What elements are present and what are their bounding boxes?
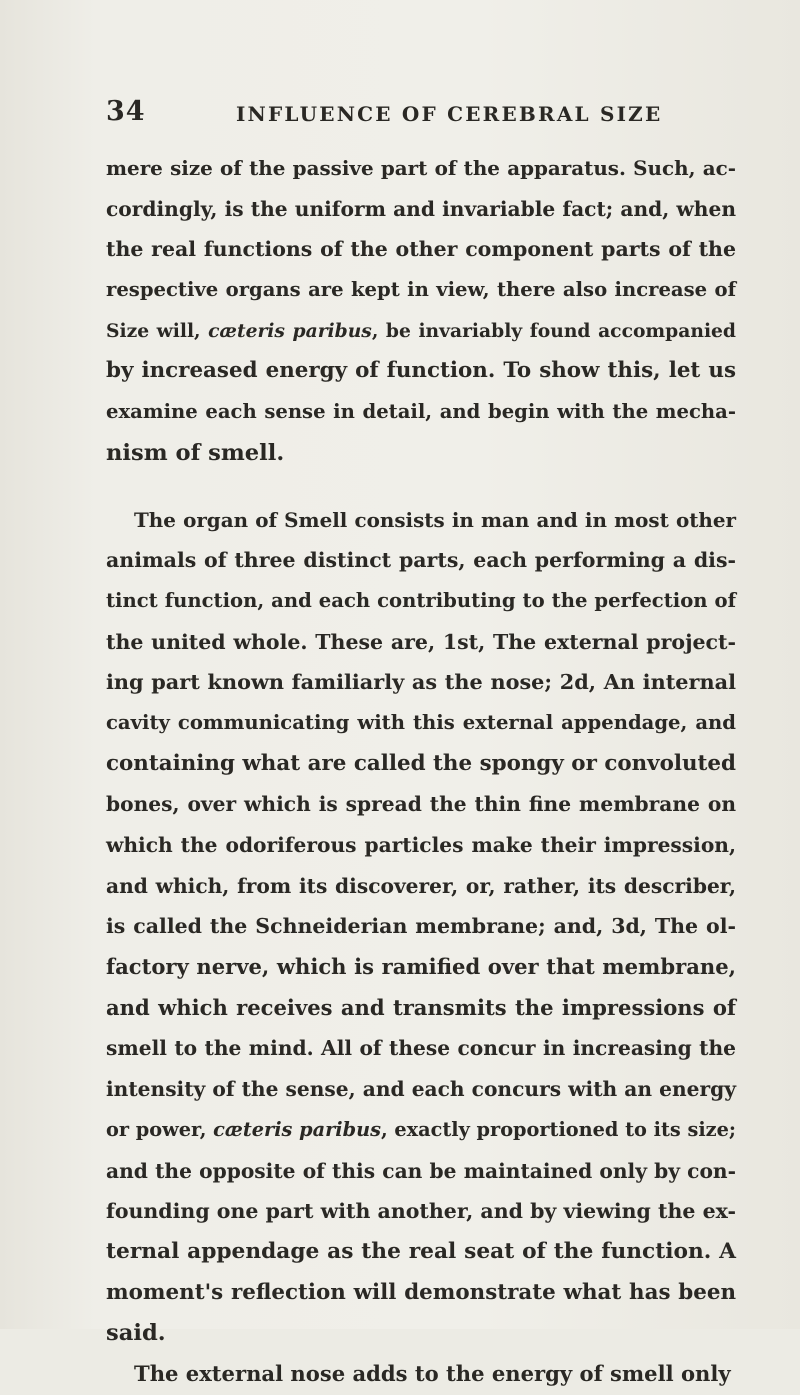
text-line: animals of three distinct parts, each performing a dis-: [106, 548, 736, 573]
text-line: founding one part with another, and by viewing the ex-: [106, 1199, 736, 1224]
text-line: containing what are called the spongy or convoluted: [106, 750, 736, 776]
text-line: respective organs are kept in view, there also increase of: [106, 278, 736, 302]
text-line: Size will, cæteris paribus, be invariably found accompanied: [106, 319, 736, 342]
text-line: the real functions of the other component parts of the: [106, 237, 736, 262]
page-header: [106, 96, 746, 140]
text-line: by increased energy of function. To show this, let us: [106, 358, 736, 384]
text-line: the united whole. These are, 1st, The external project-: [106, 629, 736, 654]
text-line: moment's reflection will demonstrate what has been: [106, 1279, 736, 1305]
text-line: is called the Schneiderian membrane; and, 3d, The ol-: [106, 914, 736, 939]
paragraph-gap: [106, 474, 736, 500]
text-line: and which receives and transmits the impressions of: [106, 994, 736, 1020]
paragraph-3: [106, 1354, 736, 1395]
text-line: nism of smell.: [106, 439, 285, 466]
text-line: or power, cæteris paribus, exactly proportioned to its size;: [106, 1117, 736, 1141]
text-line: The external nose adds to the energy of smell only: [134, 1360, 731, 1386]
text-line: intensity of the sense, and each concurs with an energy: [106, 1077, 736, 1102]
text-line: cavity communicating with this external appendage, and: [106, 710, 736, 734]
text-line: ing part known familiarly as the nose; 2d, An internal: [106, 669, 736, 695]
body-text: [106, 148, 736, 1395]
text-line: which the odoriferous particles make their impression,: [106, 833, 736, 857]
running-head: INFLUENCE OF CEREBRAL SIZE: [236, 102, 663, 126]
text-line: mere size of the passive part of the apparatus. Such, ac-: [106, 156, 736, 180]
text-line: said.: [106, 1320, 166, 1347]
paragraph-1: [106, 148, 736, 474]
text-line: cordingly, is the uniform and invariable fact; and, when: [106, 196, 736, 221]
text-line: and which, from its discoverer, or, rather, its describer,: [106, 873, 736, 898]
text-line: tinct function, and each contributing to the perfection of: [106, 588, 736, 612]
text-line: factory nerve, which is ramified over that membrane,: [106, 954, 736, 980]
text-line: examine each sense in detail, and begin with the mecha-: [106, 400, 736, 424]
text-line: and the opposite of this can be maintained only by con-: [106, 1158, 736, 1183]
page-number: 34: [106, 96, 146, 127]
text-line: smell to the mind. All of these concur in increasing the: [106, 1036, 736, 1061]
text-line: ternal appendage as the real seat of the function. A: [106, 1238, 736, 1264]
text-line: bones, over which is spread the thin fine membrane on: [106, 792, 736, 817]
text-line: The organ of Smell consists in man and in most other: [134, 507, 736, 532]
paragraph-2: [106, 500, 736, 1354]
